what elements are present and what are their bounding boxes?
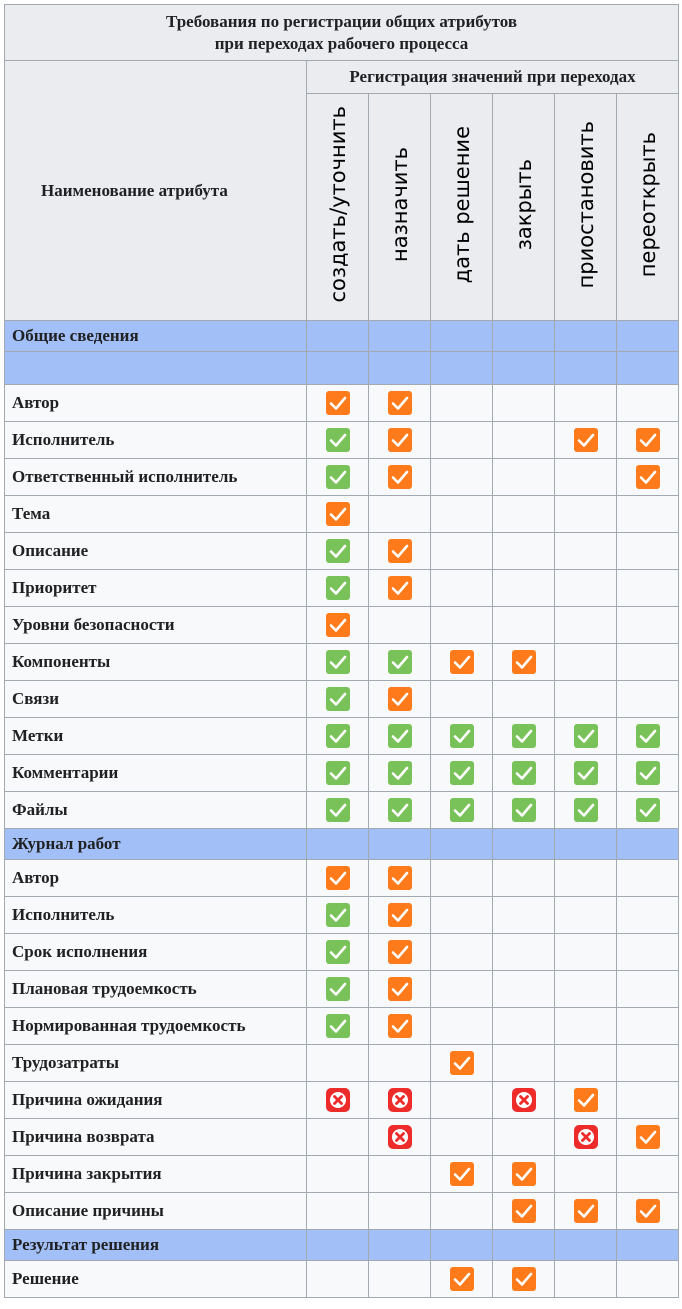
green-check-icon [326, 1014, 350, 1038]
section-cell [555, 321, 617, 352]
transition-label: закрыть [511, 158, 536, 251]
requirement-cell [307, 459, 369, 496]
requirement-cell [431, 1156, 493, 1193]
requirement-cell [493, 1045, 555, 1082]
attribute-name: Компоненты [5, 644, 307, 681]
requirement-cell [431, 607, 493, 644]
orange-check-edit-icon [326, 866, 350, 890]
orange-check-edit-icon [450, 1051, 474, 1075]
orange-check-edit-icon [512, 650, 536, 674]
green-check-icon [326, 576, 350, 600]
spacer-cell [431, 352, 493, 385]
attribute-name: Связи [5, 681, 307, 718]
orange-check-edit-icon [388, 539, 412, 563]
requirement-cell [555, 422, 617, 459]
requirement-cell [617, 792, 679, 829]
green-check-icon [326, 724, 350, 748]
table-row [5, 860, 679, 897]
requirement-cell [307, 385, 369, 422]
requirement-cell [431, 755, 493, 792]
green-check-icon [574, 761, 598, 785]
attribute-name: Исполнитель [5, 422, 307, 459]
green-check-icon [388, 724, 412, 748]
table-row [5, 459, 679, 496]
requirement-cell [617, 860, 679, 897]
requirement-cell [307, 1045, 369, 1082]
requirement-cell [369, 1008, 431, 1045]
orange-check-edit-icon [512, 1162, 536, 1186]
requirement-cell [431, 971, 493, 1008]
attribute-name: Комментарии [5, 755, 307, 792]
requirement-cell [555, 644, 617, 681]
requirement-cell [493, 860, 555, 897]
requirement-cell [493, 1156, 555, 1193]
requirement-cell [431, 385, 493, 422]
attribute-name: Решение [5, 1261, 307, 1298]
requirement-cell [431, 1261, 493, 1298]
requirement-cell [369, 755, 431, 792]
requirement-cell [431, 570, 493, 607]
attribute-name: Причина ожидания [5, 1082, 307, 1119]
requirement-cell [555, 1156, 617, 1193]
section-cell [431, 829, 493, 860]
orange-check-edit-icon [574, 428, 598, 452]
section-cell [307, 829, 369, 860]
attribute-name: Описание [5, 533, 307, 570]
requirement-cell [617, 607, 679, 644]
requirement-cell [555, 570, 617, 607]
green-check-icon [326, 539, 350, 563]
requirement-cell [493, 385, 555, 422]
requirement-cell [307, 1156, 369, 1193]
orange-check-edit-icon [636, 465, 660, 489]
requirement-cell [369, 1261, 431, 1298]
requirement-cell [369, 385, 431, 422]
orange-check-edit-icon [388, 465, 412, 489]
orange-check-edit-icon [636, 1125, 660, 1149]
red-cross-icon [326, 1088, 350, 1112]
green-check-icon [574, 724, 598, 748]
requirement-cell [555, 860, 617, 897]
attribute-name: Тема [5, 496, 307, 533]
requirement-cell [493, 971, 555, 1008]
orange-check-edit-icon [388, 977, 412, 1001]
requirement-cell [493, 570, 555, 607]
title-line-2: при переходах рабочего процесса [214, 33, 469, 53]
section-cell [431, 321, 493, 352]
requirement-cell [307, 644, 369, 681]
requirement-cell [431, 533, 493, 570]
requirement-cell [369, 1156, 431, 1193]
requirement-cell [369, 860, 431, 897]
attribute-name: Плановая трудоемкость [5, 971, 307, 1008]
requirement-cell [493, 459, 555, 496]
red-cross-icon [388, 1125, 412, 1149]
requirement-cell [617, 1119, 679, 1156]
requirement-cell [493, 607, 555, 644]
requirement-cell [617, 1008, 679, 1045]
table-row [5, 792, 679, 829]
requirement-cell [617, 934, 679, 971]
requirement-cell [617, 718, 679, 755]
section-cell [555, 829, 617, 860]
transition-header [493, 94, 555, 321]
requirement-cell [617, 385, 679, 422]
attribute-name-header: Наименование атрибута [5, 61, 307, 321]
green-check-icon [512, 798, 536, 822]
spacer-cell [493, 352, 555, 385]
requirement-cell [307, 792, 369, 829]
table-row [5, 422, 679, 459]
orange-check-edit-icon [388, 1014, 412, 1038]
section-cell [369, 321, 431, 352]
table-row [5, 681, 679, 718]
section-cell [369, 1230, 431, 1261]
requirement-cell [617, 533, 679, 570]
orange-check-edit-icon [326, 502, 350, 526]
attribute-name: Причина возврата [5, 1119, 307, 1156]
requirement-cell [307, 1082, 369, 1119]
requirement-cell [617, 644, 679, 681]
attribute-name: Ответственный исполнитель [5, 459, 307, 496]
orange-check-edit-icon [388, 428, 412, 452]
spacer-cell [555, 352, 617, 385]
requirement-cell [431, 459, 493, 496]
section-cell [431, 1230, 493, 1261]
requirement-cell [369, 934, 431, 971]
table-row [5, 755, 679, 792]
green-check-icon [636, 761, 660, 785]
requirement-cell [307, 755, 369, 792]
orange-check-edit-icon [326, 613, 350, 637]
green-check-icon [574, 798, 598, 822]
section-name: Результат решения [5, 1230, 307, 1261]
section-name: Журнал работ [5, 829, 307, 860]
green-check-icon [326, 903, 350, 927]
requirement-cell [431, 1193, 493, 1230]
table-row [5, 1156, 679, 1193]
orange-check-edit-icon [388, 903, 412, 927]
attribute-name: Метки [5, 718, 307, 755]
requirement-cell [369, 496, 431, 533]
requirement-cell [555, 755, 617, 792]
requirement-cell [369, 681, 431, 718]
requirement-cell [307, 1261, 369, 1298]
requirement-cell [555, 718, 617, 755]
requirement-cell [369, 971, 431, 1008]
section-row [5, 829, 679, 860]
orange-check-edit-icon [450, 1162, 474, 1186]
requirement-cell [555, 1045, 617, 1082]
section-spacer-row [5, 352, 679, 385]
table-row [5, 533, 679, 570]
spacer-cell [5, 352, 307, 385]
requirement-cell [369, 792, 431, 829]
table-row [5, 570, 679, 607]
requirement-cell [431, 860, 493, 897]
table-row [5, 644, 679, 681]
attribute-name: Срок исполнения [5, 934, 307, 971]
attribute-name: Приоритет [5, 570, 307, 607]
requirement-cell [617, 422, 679, 459]
attribute-name: Исполнитель [5, 897, 307, 934]
green-check-icon [326, 650, 350, 674]
requirement-cell [555, 1193, 617, 1230]
section-cell [617, 321, 679, 352]
requirement-cell [617, 1156, 679, 1193]
requirement-cell [555, 897, 617, 934]
orange-check-edit-icon [450, 1267, 474, 1291]
orange-check-edit-icon [636, 1199, 660, 1223]
section-row [5, 1230, 679, 1261]
requirement-cell [555, 1261, 617, 1298]
requirement-cell [431, 496, 493, 533]
transition-header [307, 94, 369, 321]
section-row [5, 321, 679, 352]
green-check-icon [450, 761, 474, 785]
orange-check-edit-icon [388, 391, 412, 415]
requirement-cell [369, 644, 431, 681]
requirement-cell [369, 718, 431, 755]
requirement-cell [493, 1082, 555, 1119]
orange-check-edit-icon [512, 1199, 536, 1223]
section-cell [617, 1230, 679, 1261]
requirement-cell [369, 570, 431, 607]
red-cross-icon [388, 1088, 412, 1112]
transition-header [555, 94, 617, 321]
transition-header [617, 94, 679, 321]
requirement-cell [307, 681, 369, 718]
attribute-name: Автор [5, 385, 307, 422]
requirement-cell [307, 533, 369, 570]
green-check-icon [512, 724, 536, 748]
table-row [5, 1045, 679, 1082]
requirement-cell [431, 1119, 493, 1156]
orange-check-edit-icon [388, 940, 412, 964]
orange-check-edit-icon [388, 866, 412, 890]
requirement-cell [493, 1008, 555, 1045]
spacer-cell [307, 352, 369, 385]
requirement-cell [617, 897, 679, 934]
red-cross-icon [574, 1125, 598, 1149]
requirement-cell [307, 971, 369, 1008]
orange-check-edit-icon [512, 1267, 536, 1291]
requirement-cell [617, 681, 679, 718]
table-row [5, 1008, 679, 1045]
green-check-icon [636, 798, 660, 822]
requirement-cell [307, 496, 369, 533]
requirement-cell [369, 459, 431, 496]
requirement-cell [555, 1082, 617, 1119]
orange-check-edit-icon [636, 428, 660, 452]
requirement-cell [431, 1045, 493, 1082]
section-cell [307, 1230, 369, 1261]
requirement-cell [493, 934, 555, 971]
requirement-cell [431, 934, 493, 971]
requirements-table [4, 4, 679, 1298]
requirement-cell [493, 718, 555, 755]
requirement-cell [555, 681, 617, 718]
orange-check-edit-icon [574, 1199, 598, 1223]
requirement-cell [555, 971, 617, 1008]
requirement-cell [555, 1008, 617, 1045]
transition-header [369, 94, 431, 321]
table-row [5, 897, 679, 934]
requirement-cell [431, 681, 493, 718]
requirement-cell [493, 681, 555, 718]
attribute-name: Трудозатраты [5, 1045, 307, 1082]
green-check-icon [636, 724, 660, 748]
requirement-cell [307, 718, 369, 755]
green-check-icon [326, 465, 350, 489]
transition-label: создать/уточнить [325, 106, 350, 303]
table-row [5, 971, 679, 1008]
green-check-icon [388, 761, 412, 785]
table-row [5, 385, 679, 422]
green-check-icon [512, 761, 536, 785]
green-check-icon [326, 798, 350, 822]
requirement-cell [555, 533, 617, 570]
table-row [5, 1193, 679, 1230]
section-name: Общие сведения [5, 321, 307, 352]
requirement-cell [493, 533, 555, 570]
requirement-cell [617, 1045, 679, 1082]
requirement-cell [617, 570, 679, 607]
requirement-cell [369, 1082, 431, 1119]
green-check-icon [450, 724, 474, 748]
table-title [5, 5, 679, 61]
requirement-cell [307, 570, 369, 607]
table-row [5, 1261, 679, 1298]
attribute-name: Нормированная трудоемкость [5, 1008, 307, 1045]
attribute-name: Автор [5, 860, 307, 897]
section-cell [307, 321, 369, 352]
green-check-icon [326, 977, 350, 1001]
requirement-cell [307, 1119, 369, 1156]
requirement-cell [493, 1261, 555, 1298]
requirement-cell [431, 644, 493, 681]
section-cell [369, 829, 431, 860]
requirement-cell [369, 422, 431, 459]
orange-check-edit-icon [388, 576, 412, 600]
table-row [5, 607, 679, 644]
requirement-cell [617, 1261, 679, 1298]
table-row [5, 718, 679, 755]
requirement-cell [431, 897, 493, 934]
requirement-cell [617, 1082, 679, 1119]
attribute-name: Описание причины [5, 1193, 307, 1230]
transition-header [431, 94, 493, 321]
green-check-icon [450, 798, 474, 822]
requirement-cell [307, 1193, 369, 1230]
table-row [5, 1082, 679, 1119]
attribute-name: Причина закрытия [5, 1156, 307, 1193]
requirement-cell [555, 1119, 617, 1156]
table-row [5, 934, 679, 971]
green-check-icon [326, 428, 350, 452]
attribute-name: Уровни безопасности [5, 607, 307, 644]
section-cell [555, 1230, 617, 1261]
green-check-icon [326, 687, 350, 711]
requirement-cell [493, 496, 555, 533]
requirement-cell [555, 792, 617, 829]
transition-label: назначить [387, 146, 412, 263]
requirement-cell [493, 897, 555, 934]
requirement-cell [431, 718, 493, 755]
transitions-group-header: Регистрация значений при переходах [307, 61, 679, 94]
orange-check-edit-icon [326, 391, 350, 415]
requirement-cell [307, 897, 369, 934]
requirement-cell [431, 792, 493, 829]
title-line-1: Требования по регистрации общих атрибутов [166, 11, 518, 31]
requirement-cell [369, 1119, 431, 1156]
requirement-cell [369, 897, 431, 934]
transition-label: приостановить [573, 120, 598, 289]
requirement-cell [369, 1193, 431, 1230]
orange-check-edit-icon [388, 687, 412, 711]
requirement-cell [369, 1045, 431, 1082]
requirement-cell [617, 496, 679, 533]
orange-check-edit-icon [450, 650, 474, 674]
requirement-cell [493, 644, 555, 681]
requirement-cell [307, 422, 369, 459]
transition-label: переоткрыть [635, 131, 660, 278]
requirement-cell [307, 860, 369, 897]
section-cell [493, 1230, 555, 1261]
spacer-cell [617, 352, 679, 385]
requirement-cell [493, 792, 555, 829]
requirement-cell [369, 533, 431, 570]
green-check-icon [326, 761, 350, 785]
requirement-cell [555, 385, 617, 422]
attribute-name: Файлы [5, 792, 307, 829]
requirement-cell [555, 459, 617, 496]
requirement-cell [307, 607, 369, 644]
section-cell [617, 829, 679, 860]
orange-check-edit-icon [574, 1088, 598, 1112]
requirement-cell [431, 1008, 493, 1045]
requirement-cell [431, 422, 493, 459]
requirement-cell [307, 934, 369, 971]
red-cross-icon [512, 1088, 536, 1112]
requirement-cell [617, 971, 679, 1008]
requirement-cell [617, 755, 679, 792]
requirement-cell [493, 1119, 555, 1156]
section-cell [493, 321, 555, 352]
requirement-cell [431, 1082, 493, 1119]
requirement-cell [493, 1193, 555, 1230]
requirement-cell [617, 459, 679, 496]
green-check-icon [388, 798, 412, 822]
green-check-icon [388, 650, 412, 674]
requirement-cell [493, 755, 555, 792]
requirement-cell [369, 607, 431, 644]
requirement-cell [493, 422, 555, 459]
requirement-cell [617, 1193, 679, 1230]
section-cell [493, 829, 555, 860]
requirement-cell [555, 934, 617, 971]
transition-label: дать решение [449, 125, 474, 284]
spacer-cell [369, 352, 431, 385]
table-row [5, 496, 679, 533]
requirement-cell [307, 1008, 369, 1045]
requirement-cell [555, 607, 617, 644]
requirement-cell [555, 496, 617, 533]
table-row [5, 1119, 679, 1156]
green-check-icon [326, 940, 350, 964]
